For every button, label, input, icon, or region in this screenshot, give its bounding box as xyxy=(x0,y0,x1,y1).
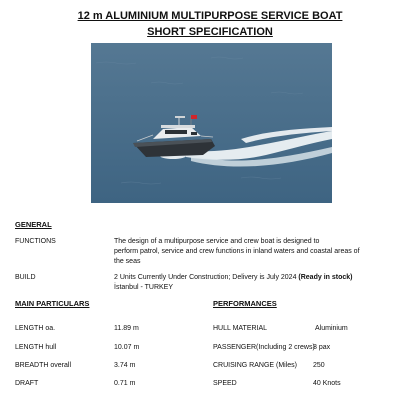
build-label: BUILD xyxy=(15,274,36,281)
main-particulars-row-value: 11.89 m xyxy=(114,325,139,332)
performances-row-value: 8 pax xyxy=(313,344,331,351)
main-particulars-row-label: BREADTH overall xyxy=(15,362,72,369)
functions-label: FUNCTIONS xyxy=(15,238,56,245)
build-units-text: 2 Units Currently Under Construction; Delivery is July 2024 xyxy=(114,274,299,281)
main-particulars-row-label: LENGTH hull xyxy=(15,344,57,351)
performances-row-value: 40 Knots xyxy=(313,380,341,387)
section-heading-general: GENERAL xyxy=(15,220,52,229)
build-stock-text: (Ready in stock) xyxy=(298,274,353,281)
functions-line-1: The design of a multipurpose service and crew boat is designed to xyxy=(114,238,320,245)
main-particulars-row-label: DRAFT xyxy=(15,380,39,387)
build-value xyxy=(114,273,352,293)
section-heading-performances: PERFORMANCES xyxy=(213,299,277,308)
performances-row-value: 250 xyxy=(313,362,325,369)
main-particulars-row-label: LENGTH oa. xyxy=(15,325,56,332)
document-title: 12 m ALUMINIUM MULTIPURPOSE SERVICE BOAT xyxy=(77,10,343,22)
main-particulars-row-value: 10.07 m xyxy=(114,344,140,351)
performances-row-label: PASSENGER(Including 2 crews) xyxy=(213,344,315,351)
main-particulars-row-value: 0.71 m xyxy=(114,380,136,387)
functions-value xyxy=(114,237,360,267)
document-subtitle: SHORT SPECIFICATION xyxy=(147,26,273,38)
section-heading-main-particulars: MAIN PARTICULARS xyxy=(15,299,90,308)
functions-line-2: perform patrol, service and crew functions in inland waters and coastal areas of xyxy=(114,248,360,255)
build-location: İstanbul - TURKEY xyxy=(114,284,174,291)
performances-row-label: SPEED xyxy=(213,380,237,387)
performances-row-value: Aluminium xyxy=(315,325,348,332)
performances-row-label: CRUISING RANGE (Miles) xyxy=(213,362,298,369)
boat-photo xyxy=(91,43,332,203)
functions-line-3: the seas xyxy=(114,258,141,265)
performances-row-label: HULL MATERIAL xyxy=(213,325,268,332)
main-particulars-row-value: 3.74 m xyxy=(114,362,136,369)
